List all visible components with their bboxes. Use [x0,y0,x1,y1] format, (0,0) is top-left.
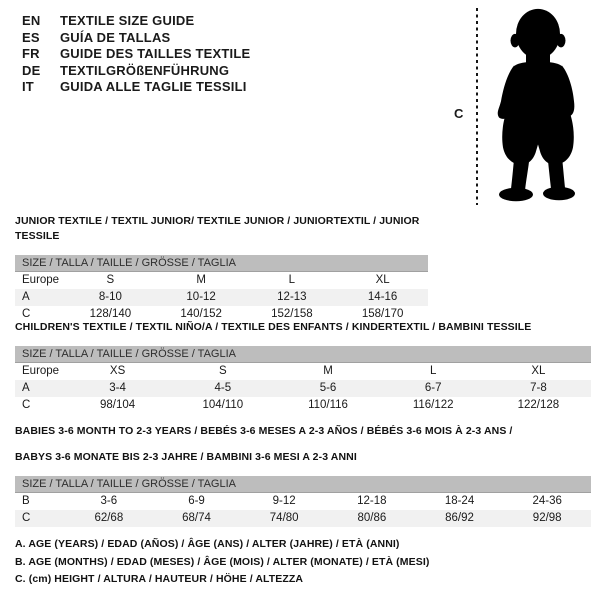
table-cell: 5-6 [319,382,337,394]
table-cell: 128/140 [89,308,132,320]
table-cell: 14-16 [367,291,398,303]
language-title: GUIDA ALLE TAGLIE TESSILI [60,79,247,94]
table-title [15,214,428,244]
language-code: ES [22,29,40,45]
language-code: DE [22,62,41,78]
language-title: TEXTILGRÖßENFÜHRUNG [60,62,230,78]
table-cell: 12-13 [277,291,307,303]
table-cell: 6-7 [424,382,442,394]
table-cell: 158/170 [361,308,404,320]
row-label: A [22,291,30,303]
table-cell: XS [109,365,126,377]
row-label: C [22,308,31,320]
table-cell: L [288,274,296,286]
footnote-line: B. AGE (MONTHS) / EDAD (MESES) / ÂGE (MOIS) / ALTER (MONATE) / ETÀ (MESI) [15,555,430,568]
row-label: Europe [22,365,60,377]
table-title-line: JUNIOR TEXTILE / TEXTIL JUNIOR/ TEXTILE JUNIOR / JUNIORTEXTIL / JUNIOR TESSILE [15,215,420,242]
table-cell: 86/92 [445,512,474,524]
table-cell: 104/110 [202,399,244,411]
language-code: FR [22,46,40,61]
table-cell: L [430,365,437,377]
table-title [15,320,591,335]
row-label: A [22,382,30,394]
table-cell: 6-9 [188,495,205,507]
table-row [15,363,591,380]
language-title: GUÍA DE TALLAS [60,29,171,45]
table-title-line: BABYS 3-6 MONATE BIS 2-3 JAHRE / BAMBINI 3-6 MESI A 2-3 ANNI [15,451,357,463]
table-cell: 3-6 [100,495,118,507]
table-cell: XL [375,274,390,286]
table-cell: 8-10 [98,291,122,303]
table-cell: M [196,274,206,286]
size-header-bar: SIZE / TALLA / TAILLE / GRÖSSE / TAGLIA [15,476,591,493]
language-row [22,79,250,96]
table-row [15,510,591,527]
table-title [15,424,591,465]
table-cell: 9-12 [272,495,296,507]
table-row [15,272,428,289]
table-cell: 110/116 [308,399,348,411]
baby-silhouette-icon [478,5,598,207]
table-cell: 24-36 [532,495,562,507]
size-table-children [15,320,591,414]
footnote-line: A. AGE (YEARS) / EDAD (AÑOS) / ÂGE (ANS) / ALTER (JAHRE) / ETÀ (ANNI) [15,538,400,550]
language-row [22,63,250,80]
row-label: C [22,512,31,524]
table-cell: XL [531,365,546,377]
table-cell: 68/74 [182,512,211,524]
row-label: Europe [22,274,60,286]
table-cell: 62/68 [94,512,124,524]
size-header-bar: SIZE / TALLA / TAILLE / GRÖSSE / TAGLIA [15,346,591,363]
row-label: B [22,495,30,507]
size-table-babies [15,424,591,527]
table-title-line: CHILDREN'S TEXTILE / TEXTIL NIÑO/A / TEXTILE DES ENFANTS / KINDERTEXTIL / BAMBINI TESSILE [15,321,532,333]
row-label: C [22,399,31,411]
footnotes [15,536,429,589]
table-cell: 80/86 [357,512,387,524]
table-cell: 3-4 [109,382,126,394]
size-table-junior [15,214,428,323]
table-cell: 12-18 [357,495,387,507]
table-cell: 98/104 [100,399,136,411]
table-cell: 116/122 [412,399,454,411]
language-code: IT [22,79,34,94]
table-cell: 10-12 [186,291,216,303]
language-title: GUIDE DES TAILLES TEXTILE [60,46,251,61]
table-cell: 92/98 [532,512,562,524]
table-cell: M [323,365,333,377]
table-row [15,380,591,397]
size-header-bar: SIZE / TALLA / TAILLE / GRÖSSE / TAGLIA [15,255,428,272]
table-row [15,397,591,414]
table-cell: 122/128 [517,399,560,411]
language-title: TEXTILE SIZE GUIDE [60,13,195,28]
language-code: EN [22,13,41,28]
table-cell: 140/152 [180,308,222,320]
table-cell: 74/80 [269,512,299,524]
table-cell: S [218,365,227,377]
table-cell: 4-5 [214,382,232,394]
language-row [22,46,250,63]
table-cell: 152/158 [271,308,313,320]
table-title-line: BABIES 3-6 MONTH TO 2-3 YEARS / BEBÉS 3-6 MESES A 2-3 AÑOS / BÉBÉS 3-6 MOIS À 2-3 ANS / [15,425,513,437]
height-c-label: C [454,106,464,121]
table-cell: 7-8 [530,382,547,394]
language-list [22,13,250,96]
table-cell: S [106,274,115,286]
language-row [22,30,250,47]
table-row [15,493,591,510]
footnote-line: C. (cm) HEIGHT / ALTURA / HAUTEUR / HÖHE / ALTEZZA [15,573,304,585]
table-cell: 18-24 [444,495,475,507]
table-row [15,289,428,306]
language-row [22,13,250,30]
